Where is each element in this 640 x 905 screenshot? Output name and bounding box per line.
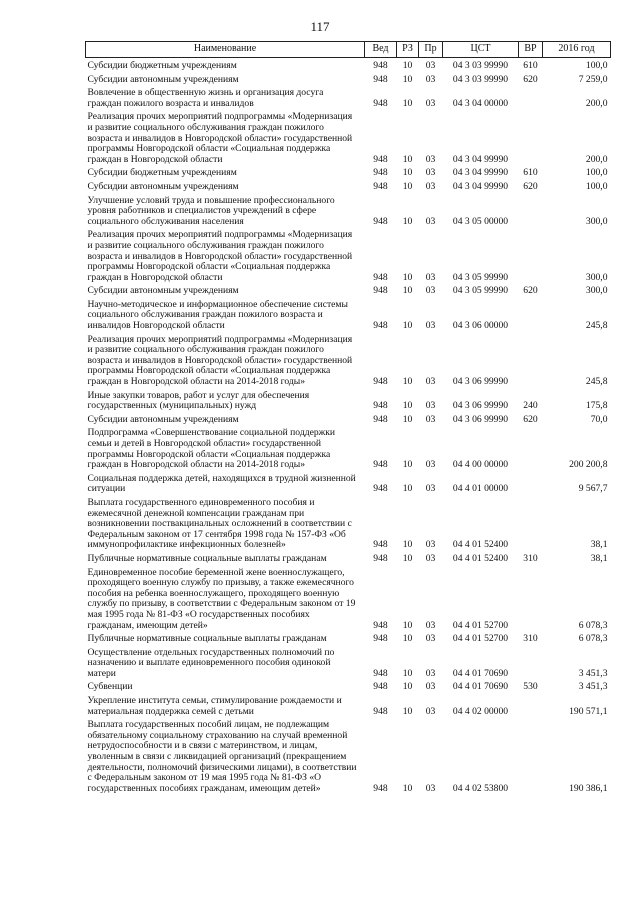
table-row (86, 495, 611, 551)
row-pr: 03 (425, 60, 436, 71)
table-row (86, 332, 611, 388)
row-cst: 04 3 06 99990 (452, 376, 509, 388)
row-vr: 310 (523, 633, 538, 645)
row-rz: 10 (402, 413, 413, 425)
row-ved: 948 (373, 97, 388, 109)
row-sum: 7 259,0 (578, 73, 608, 85)
row-sum: 70,0 (590, 413, 608, 425)
row-cst: 04 3 04 99990 (452, 180, 509, 192)
row-sum: 300,0 (585, 215, 608, 227)
row-name: Единовременное пособие беременной жене военнослужащего, проходящего военную службу по призыву, а также ежемесячного пособия на ребенка военнослужащего, проходящего военную службу по призыву, в соответствии с Федеральным законом от 19 мая 1995 года № 81-ФЗ «О государственных пособиях гражданам, имеющим детей» (87, 566, 356, 631)
table-row (86, 388, 611, 412)
row-cst: 04 3 03 99990 (452, 73, 509, 85)
row-vr (519, 297, 543, 332)
row-ved: 948 (373, 667, 388, 679)
row-name: Публичные нормативные социальные выплаты гражданам (87, 552, 327, 564)
row-pr: 03 (425, 539, 436, 551)
table-row (86, 425, 611, 470)
table-row (86, 679, 611, 693)
row-rz: 10 (402, 552, 413, 564)
row-ved: 948 (373, 413, 388, 425)
row-cst: 04 3 06 99990 (452, 413, 509, 425)
row-cst: 04 4 01 70690 (452, 681, 509, 693)
row-ved: 948 (373, 167, 388, 179)
row-sum: 245,8 (585, 376, 608, 388)
row-pr: 03 (425, 483, 436, 495)
row-sum: 190 571,1 (569, 705, 608, 717)
row-sum: 100,0 (585, 180, 608, 192)
row-vr (519, 193, 543, 228)
header-year: 2016 год (543, 42, 611, 58)
row-rz: 10 (402, 215, 413, 227)
row-name: Подпрограмма «Совершенствование социальной поддержки семьи и детей в Новгородской области» государственной программы Новгородской области «Социальная поддержка граждан в Новгородской области на 2014-2018 годы» (87, 427, 336, 471)
table-row (86, 631, 611, 645)
row-cst: 04 4 01 52700 (452, 619, 509, 631)
row-cst: 04 3 05 99990 (452, 271, 509, 283)
row-pr: 03 (425, 153, 436, 165)
row-sum: 200,0 (585, 153, 608, 165)
row-vr: 620 (523, 413, 538, 425)
row-name: Субвенции (87, 681, 133, 693)
row-rz: 10 (402, 400, 413, 412)
row-vr (519, 717, 543, 794)
table-row (86, 297, 611, 332)
row-name: Субсидии автономным учреждениям (87, 285, 239, 297)
row-name: Субсидии автономным учреждениям (87, 180, 239, 192)
row-pr: 03 (425, 73, 436, 85)
row-sum: 38,1 (590, 552, 608, 564)
row-rz: 10 (402, 285, 413, 297)
table-row (86, 179, 611, 193)
header-vr: ВР (519, 42, 543, 58)
row-name: Субсидии бюджетным учреждениям (87, 60, 237, 71)
row-ved: 948 (373, 285, 388, 297)
table-row (86, 193, 611, 228)
row-cst: 04 3 04 99990 (452, 153, 509, 165)
row-rz: 10 (402, 320, 413, 332)
row-ved: 948 (373, 552, 388, 564)
row-ved: 948 (373, 376, 388, 388)
row-cst: 04 4 02 53800 (452, 782, 509, 794)
row-sum: 6 078,3 (578, 619, 608, 631)
row-pr: 03 (425, 413, 436, 425)
row-vr: 310 (523, 552, 538, 564)
row-rz: 10 (402, 167, 413, 179)
row-name: Вовлечение в общественную жизнь и организация досуга граждан пожилого возраста и инвалидов (87, 87, 324, 109)
row-pr: 03 (425, 97, 436, 109)
row-rz: 10 (402, 271, 413, 283)
row-sum: 38,1 (590, 539, 608, 551)
page-number: 117 (310, 19, 330, 34)
row-name: Улучшение условий труда и повышение профессионального уровня работников и специалистов учреждений в сфере социального обслуживания населения (87, 194, 335, 227)
row-name: Субсидии бюджетным учреждениям (87, 167, 237, 179)
row-ved: 948 (373, 153, 388, 165)
row-sum: 3 451,3 (578, 667, 608, 679)
row-ved: 948 (373, 705, 388, 717)
row-vr: 620 (523, 180, 538, 192)
row-rz: 10 (402, 60, 413, 71)
row-pr: 03 (425, 705, 436, 717)
row-ved: 948 (373, 73, 388, 85)
row-rz: 10 (402, 681, 413, 693)
row-pr: 03 (425, 782, 436, 794)
row-name: Научно-методическое и информационное обеспечение системы социального обслуживания граждан пожилого возраста и инвалидов Новгородской области (87, 298, 348, 332)
row-rz: 10 (402, 73, 413, 85)
row-cst: 04 4 01 52400 (452, 539, 509, 551)
row-sum: 200,0 (585, 97, 608, 109)
row-cst: 04 3 06 99990 (452, 400, 509, 412)
table-header (86, 42, 611, 58)
header-cst: ЦСТ (443, 42, 519, 58)
row-cst: 04 4 01 00000 (452, 483, 509, 495)
row-name: Субсидии автономным учреждениям (87, 413, 239, 425)
table-row (86, 717, 611, 794)
row-rz: 10 (402, 667, 413, 679)
row-ved: 948 (373, 271, 388, 283)
row-rz: 10 (402, 705, 413, 717)
table-row (86, 109, 611, 165)
row-pr: 03 (425, 619, 436, 631)
row-rz: 10 (402, 153, 413, 165)
row-name: Реализация прочих мероприятий подпрограммы «Модернизация и развитие социального обслуживания граждан пожилого возраста и инвалидов в Новгородской области» государственной программы Новгородской области «Социальная поддержка граждан в Новгородской области на 2014-2018 годы» (87, 333, 353, 388)
row-cst: 04 4 01 52700 (452, 633, 509, 645)
budget-table (85, 41, 611, 794)
row-name: Социальная поддержка детей, находящихся в трудной жизненной ситуации (87, 472, 356, 495)
table-row (86, 551, 611, 565)
row-sum: 6 078,3 (578, 633, 608, 645)
row-name: Выплата государственного единовременного пособия и ежемесячной денежной компенсации гражданам при возникновении поствакцинальных осложнений в соответствии с Федеральным законом от 17 сентября 1998 года № 157-ФЗ «Об иммунопрофилактике инфекционных болезней» (87, 496, 352, 551)
row-rz: 10 (402, 97, 413, 109)
row-pr: 03 (425, 400, 436, 412)
row-rz: 10 (402, 459, 413, 471)
row-name: Субсидии автономным учреждениям (87, 73, 239, 85)
row-sum: 100,0 (585, 60, 608, 71)
table-row (86, 72, 611, 86)
row-ved: 948 (373, 633, 388, 645)
row-sum: 9 567,7 (578, 483, 608, 495)
row-ved: 948 (373, 400, 388, 412)
row-vr: 530 (523, 681, 538, 693)
row-pr: 03 (425, 681, 436, 693)
row-sum: 300,0 (585, 271, 608, 283)
row-sum: 175,8 (585, 400, 608, 412)
row-ved: 948 (373, 180, 388, 192)
table-row (86, 227, 611, 283)
row-pr: 03 (425, 552, 436, 564)
table-row (86, 412, 611, 426)
header-rz: РЗ (397, 42, 419, 58)
row-cst: 04 3 05 99990 (452, 285, 509, 297)
row-cst: 04 3 05 00000 (452, 215, 509, 227)
row-sum: 300,0 (585, 285, 608, 297)
row-pr: 03 (425, 667, 436, 679)
row-cst: 04 4 00 00000 (452, 459, 509, 471)
row-name: Реализация прочих мероприятий подпрограммы «Модернизация и развитие социального обслуживания граждан пожилого возраста и инвалидов в Новгородской области» государственной программы Новгородской области «Социальная поддержка граждан в Новгородской области (87, 111, 353, 165)
row-ved: 948 (373, 782, 388, 794)
row-ved: 948 (373, 459, 388, 471)
table-row (86, 58, 611, 72)
row-cst: 04 4 01 70690 (452, 667, 509, 679)
row-vr: 620 (523, 285, 538, 297)
row-sum: 245,8 (585, 320, 608, 332)
row-ved: 948 (373, 215, 388, 227)
row-rz: 10 (402, 376, 413, 388)
row-vr: 610 (523, 167, 538, 179)
row-rz: 10 (402, 483, 413, 495)
header-name: Наименование (86, 42, 365, 58)
row-name: Иные закупки товаров, работ и услуг для обеспечения государственных (муниципальных) нужд (87, 389, 310, 412)
row-vr (519, 332, 543, 388)
row-vr (519, 693, 543, 717)
row-rz: 10 (402, 633, 413, 645)
row-rz: 10 (402, 539, 413, 551)
row-pr: 03 (425, 320, 436, 332)
row-vr (519, 645, 543, 680)
row-vr (519, 109, 543, 165)
row-name: Укрепление института семьи, стимулирование рождаемости и материальная поддержка семей с детьми (87, 695, 342, 717)
row-name: Публичные нормативные социальные выплаты гражданам (87, 633, 327, 645)
row-rz: 10 (402, 180, 413, 192)
table-row (86, 165, 611, 179)
row-pr: 03 (425, 633, 436, 645)
row-cst: 04 4 01 52400 (452, 552, 509, 564)
header-ved: Вед (365, 42, 397, 58)
row-cst: 04 3 06 00000 (452, 320, 509, 332)
row-name: Реализация прочих мероприятий подпрограммы «Модернизация и развитие социального обслуживания граждан пожилого возраста и инвалидов в Новгородской области» государственной программы Новгородской области «Социальная поддержка граждан в Новгородской области (87, 229, 353, 283)
row-vr (519, 565, 543, 632)
row-ved: 948 (373, 539, 388, 551)
row-vr: 240 (523, 400, 538, 412)
row-cst: 04 3 04 00000 (452, 97, 509, 109)
row-vr (519, 425, 543, 470)
row-vr (519, 85, 543, 109)
row-name: Выплата государственных пособий лицам, не подлежащим обязательному социальному страхованию на случай временной нетрудоспособности и в связи с материнством, и лицам, уволенным в связи с ликвидацией организаций (прекращением деятельности, полномочий физическими лицами), в соответствии с Федеральным законом от 19 мая 1995 года № 81-ФЗ «О государственных пособиях гражданам, имеющим детей» (87, 719, 357, 794)
row-pr: 03 (425, 271, 436, 283)
row-ved: 948 (373, 619, 388, 631)
row-vr (519, 471, 543, 495)
row-rz: 10 (402, 619, 413, 631)
table-row (86, 645, 611, 680)
row-pr: 03 (425, 167, 436, 179)
row-sum: 100,0 (585, 167, 608, 179)
row-vr: 610 (523, 60, 538, 71)
table-body (86, 58, 611, 795)
row-cst: 04 3 04 99990 (452, 167, 509, 179)
table-row (86, 85, 611, 109)
table-row (86, 471, 611, 495)
row-ved: 948 (373, 483, 388, 495)
row-ved: 948 (373, 60, 388, 71)
table-row (86, 565, 611, 632)
row-sum: 190 386,1 (569, 782, 608, 794)
table-row (86, 693, 611, 717)
row-pr: 03 (425, 376, 436, 388)
row-vr: 620 (523, 73, 538, 85)
row-cst: 04 3 03 99990 (452, 60, 509, 71)
row-cst: 04 4 02 00000 (452, 705, 509, 717)
row-vr (519, 495, 543, 551)
row-vr (519, 227, 543, 283)
row-name: Осуществление отдельных государственных полномочий по назначению и выплате единовременного пособия одинокой матери (87, 646, 335, 679)
row-pr: 03 (425, 285, 436, 297)
row-sum: 200 200,8 (569, 459, 608, 471)
table-row (86, 283, 611, 297)
row-pr: 03 (425, 459, 436, 471)
header-pr: Пр (419, 42, 443, 58)
row-pr: 03 (425, 180, 436, 192)
row-sum: 3 451,3 (578, 681, 608, 693)
row-rz: 10 (402, 782, 413, 794)
row-ved: 948 (373, 681, 388, 693)
row-ved: 948 (373, 320, 388, 332)
row-pr: 03 (425, 215, 436, 227)
